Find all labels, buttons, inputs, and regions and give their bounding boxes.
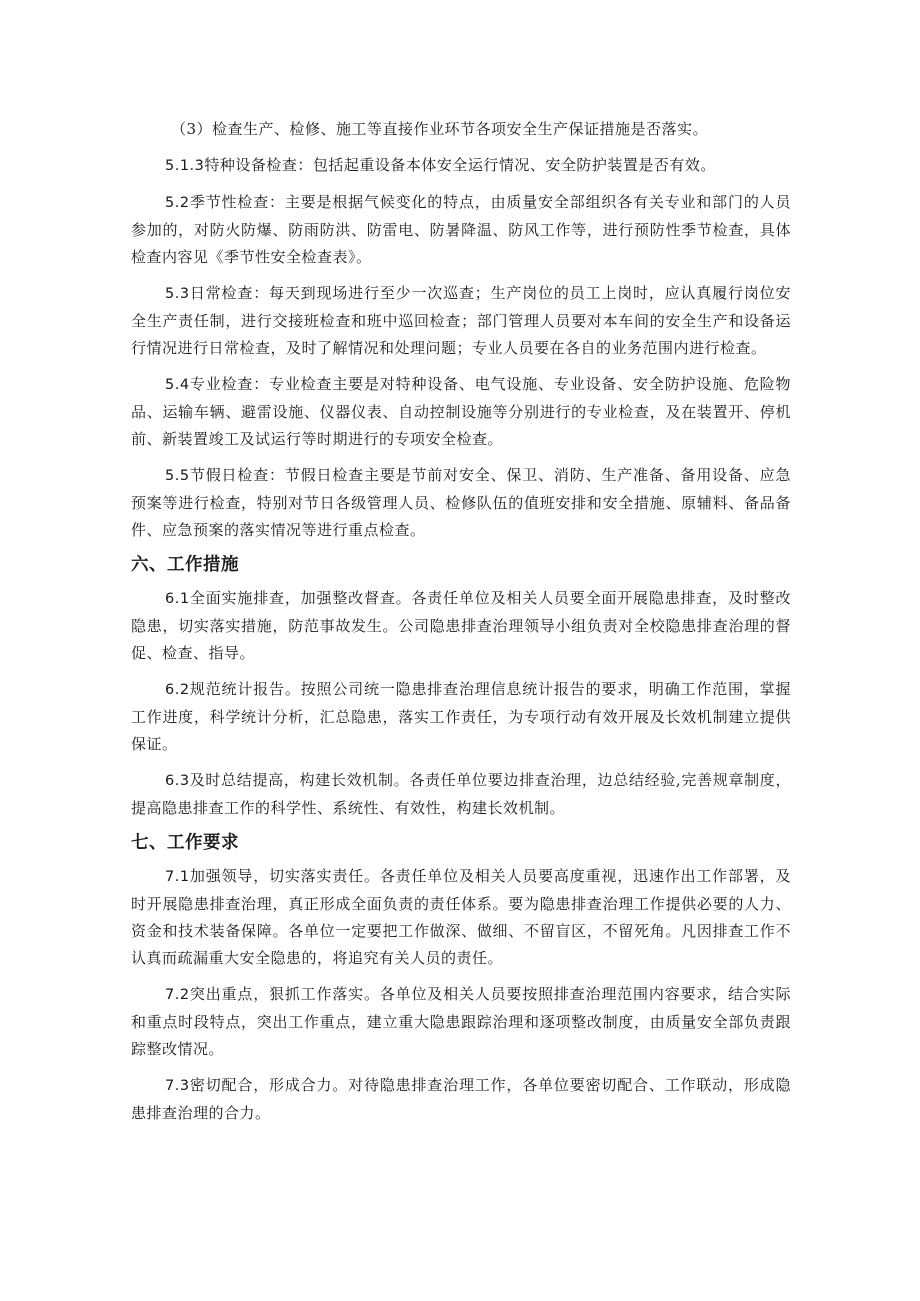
document-body	[131, 116, 791, 1127]
clause-number: 5.1.3	[165, 158, 205, 174]
paragraph-text: 及时总结提高，构建长效机制。各责任单位要边排查治理，边总结经验,完善规章制度，提高隐患排查工作的科学性、系统性、有效性，构建长效机制。	[131, 771, 791, 817]
paragraph	[131, 280, 791, 362]
section-heading: 六、工作措施	[131, 555, 239, 575]
paragraph	[131, 863, 791, 972]
clause-number: 7.1	[165, 869, 190, 885]
paragraph-text: （3）检查生产、检修、施工等直接作业环节各项安全生产保证措施是否落实。	[171, 120, 709, 138]
paragraph-text: 日常检查：每天到现场进行至少一次巡查；生产岗位的员工上岗时，应认真履行岗位安全生产责任制，进行交接班检查和班中巡回检查；部门管理人员要对本车间的安全生产和设备运行情况进行日常检查，及时了解情况和处理问题；专业人员要在各自的业务范围内进行检查。	[131, 284, 791, 357]
clause-number: 5.3	[165, 286, 190, 302]
clause-number: 6.1	[165, 591, 190, 607]
paragraph-text: 密切配合，形成合力。对待隐患排查治理工作，各单位要密切配合、工作联动，形成隐患排查治理的合力。	[131, 1076, 791, 1122]
paragraph	[131, 981, 791, 1063]
clause-number: 5.5	[165, 468, 190, 484]
paragraph	[131, 676, 791, 758]
paragraph	[131, 371, 791, 453]
paragraph	[131, 767, 791, 822]
paragraph-text: 节假日检查：节假日检查主要是节前对安全、保卫、消防、生产准备、备用设备、应急预案等进行检查，特别对节日各级管理人员、检修队伍的值班安排和安全措施、原辅料、备品备件、应急预案的落实情况等进行重点检查。	[131, 466, 791, 539]
paragraph	[131, 585, 791, 667]
clause-number: 7.3	[165, 1078, 190, 1094]
paragraph-text: 专业检查：专业检查主要是对特种设备、电气设施、专业设备、安全防护设施、危险物品、运输车辆、避雷设施、仪器仪表、自动控制设施等分别进行的专业检查，及在装置开、停机前、新装置竣工及试运行等时期进行的专项安全检查。	[131, 375, 791, 448]
section-heading: 七、工作要求	[131, 833, 239, 853]
paragraph	[131, 462, 791, 544]
clause-number: 5.2	[165, 195, 190, 211]
clause-number: 7.2	[165, 987, 190, 1003]
paragraph	[131, 189, 791, 271]
paragraph-text: 加强领导，切实落实责任。各责任单位及相关人员要高度重视，迅速作出工作部署，及时开展隐患排查治理，真正形成全面负责的责任体系。要为隐患排查治理工作提供必要的人力、资金和技术装备保障。各单位一定要把工作做深、做细、不留盲区，不留死角。凡因排查工作不认真而疏漏重大安全隐患的，将追究有关人员的责任。	[131, 867, 791, 967]
clause-number: 6.3	[165, 773, 190, 789]
paragraph-text: 突出重点，狠抓工作落实。各单位及相关人员要按照排查治理范围内容要求，结合实际和重点时段特点，突出工作重点，建立重大隐患跟踪治理和逐项整改制度，由质量安全部负责跟踪整改情况。	[131, 985, 791, 1058]
paragraph-text: 季节性检查：主要是根据气候变化的特点，由质量安全部组织各有关专业和部门的人员参加的，对防火防爆、防雨防洪、防雷电、防暑降温、防风工作等，进行预防性季节检查，具体检查内容见《季节性安全检查表》。	[131, 193, 791, 266]
paragraph	[131, 116, 791, 143]
paragraph-text: 全面实施排查，加强整改督查。各责任单位及相关人员要全面开展隐患排查，及时整改隐患，切实落实措施，防范事故发生。公司隐患排查治理领导小组负责对全校隐患排查治理的督促、检查、指导。	[131, 589, 791, 662]
paragraph-text: 规范统计报告。按照公司统一隐患排查治理信息统计报告的要求，明确工作范围，掌握工作进度，科学统计分析，汇总隐患，落实工作责任，为专项行动有效开展及长效机制建立提供保证。	[131, 680, 791, 753]
paragraph	[131, 152, 791, 180]
paragraph-text: 特种设备检查：包括起重设备本体安全运行情况、安全防护装置是否有效。	[204, 156, 716, 174]
clause-number: 5.4	[165, 377, 190, 393]
clause-number: 6.2	[165, 682, 190, 698]
paragraph	[131, 1072, 791, 1127]
